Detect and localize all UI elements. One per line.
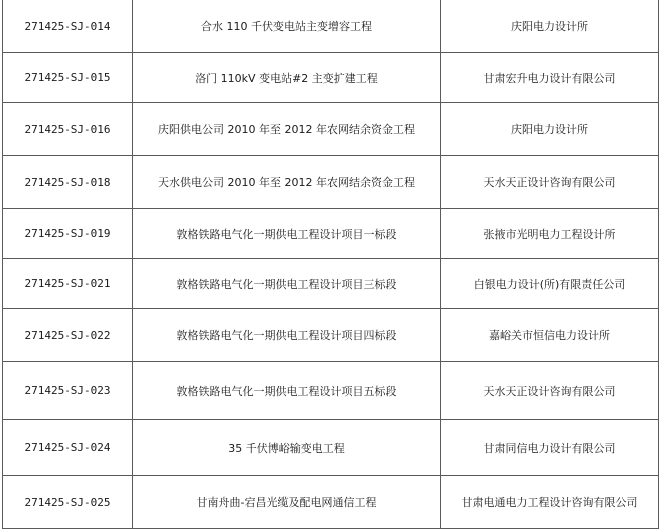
project-name-cell: 甘南舟曲-宕昌光缆及配电网通信工程: [133, 476, 441, 529]
project-code-cell: 271425-SJ-014: [3, 0, 133, 53]
project-name-cell: 敦格铁路电气化一期供电工程设计项目四标段: [133, 309, 441, 362]
design-org-cell: 庆阳电力设计所: [441, 0, 659, 53]
design-org-cell: 张掖市光明电力工程设计所: [441, 209, 659, 259]
table-row: [3, 420, 659, 476]
table-row: [3, 209, 659, 259]
project-name-cell: 敦格铁路电气化一期供电工程设计项目三标段: [133, 259, 441, 309]
table-row: [3, 103, 659, 156]
project-name-cell: 敦格铁路电气化一期供电工程设计项目五标段: [133, 362, 441, 420]
table-row: [3, 156, 659, 209]
table-row: [3, 53, 659, 103]
design-org-cell: 甘肃同信电力设计有限公司: [441, 420, 659, 476]
project-code-cell: 271425-SJ-019: [3, 209, 133, 259]
design-org-cell: 天水天正设计咨询有限公司: [441, 156, 659, 209]
design-org-cell: 白银电力设计(所)有限责任公司: [441, 259, 659, 309]
project-name-cell: 合水 110 千伏变电站主变增容工程: [133, 0, 441, 53]
project-code-cell: 271425-SJ-024: [3, 420, 133, 476]
project-code-cell: 271425-SJ-023: [3, 362, 133, 420]
design-org-cell: 嘉峪关市恒信电力设计所: [441, 309, 659, 362]
design-org-cell: 庆阳电力设计所: [441, 103, 659, 156]
project-name-cell: 敦格铁路电气化一期供电工程设计项目一标段: [133, 209, 441, 259]
project-code-cell: 271425-SJ-015: [3, 53, 133, 103]
project-table: [2, 0, 659, 529]
project-code-cell: 271425-SJ-025: [3, 476, 133, 529]
design-org-cell: 甘肃宏升电力设计有限公司: [441, 53, 659, 103]
project-code-cell: 271425-SJ-021: [3, 259, 133, 309]
project-code-cell: 271425-SJ-022: [3, 309, 133, 362]
project-code-cell: 271425-SJ-016: [3, 103, 133, 156]
table-row: [3, 362, 659, 420]
table-row: [3, 259, 659, 309]
project-name-cell: 天水供电公司 2010 年至 2012 年农网结余资金工程: [133, 156, 441, 209]
table-row: [3, 476, 659, 529]
table-row: [3, 309, 659, 362]
project-name-cell: 洛门 110kV 变电站#2 主变扩建工程: [133, 53, 441, 103]
design-org-cell: 天水天正设计咨询有限公司: [441, 362, 659, 420]
design-org-cell: 甘肃电通电力工程设计咨询有限公司: [441, 476, 659, 529]
project-code-cell: 271425-SJ-018: [3, 156, 133, 209]
table-row: [3, 0, 659, 53]
project-name-cell: 35 千伏博峪输变电工程: [133, 420, 441, 476]
project-name-cell: 庆阳供电公司 2010 年至 2012 年农网结余资金工程: [133, 103, 441, 156]
